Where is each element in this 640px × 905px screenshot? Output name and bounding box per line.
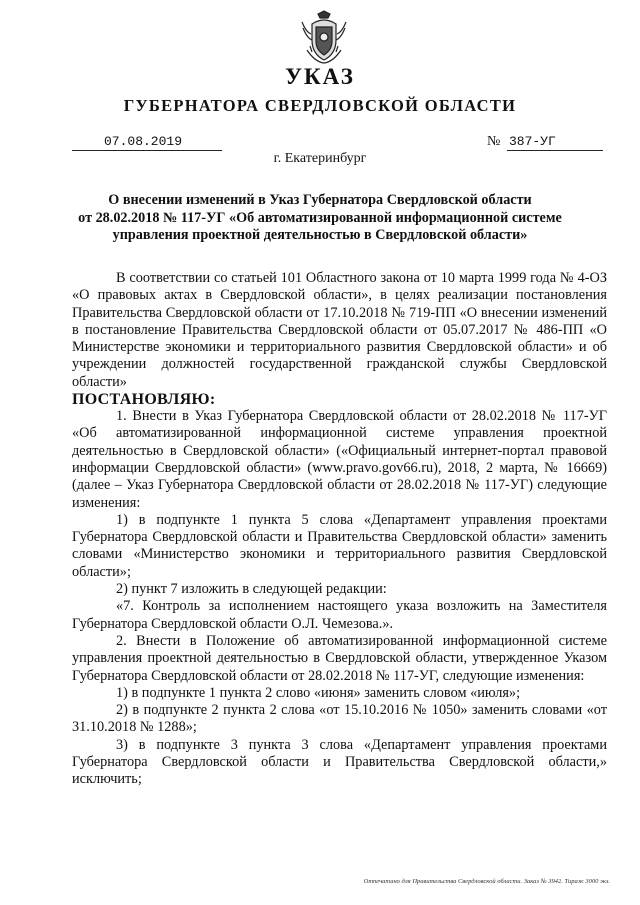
- preamble-paragraph: В соответствии со статьей 101 Областного закона от 10 марта 1999 года № 4-ОЗ «О правовых актах в Свердловской области», в целях реализации постановления Правительства Свердловской области от 17.10.2018 № 719-ПП «О внесении изменений в постановление Правительства Свердловской области от 05.07.2017 № 486-ПП «О Министерстве экономики и территориального развития Свердловской области» и об учреждении должностей государственной гражданской службы Свердловской области»: [72, 270, 607, 390]
- paragraph-1-2: 2) пункт 7 изложить в следующей редакции:: [116, 581, 387, 598]
- heading-line: управления проектной деятельностью в Свердловской области»: [112, 227, 528, 243]
- print-note: Отпечатано для Правительства Свердловской области. Заказ № 3942. Тираж 3000 экз.: [363, 878, 610, 885]
- paragraph-2-2: 2) в подпункте 2 пункта 2 слова «от 15.10.2016 № 1050» заменить словами «от 31.10.2018 № 1288»;: [72, 702, 607, 736]
- document-date: 07.08.2019: [72, 134, 222, 151]
- heading-line: О внесении изменений в Указ Губернатора Свердловской области: [108, 192, 532, 208]
- document-subtitle: ГУБЕРНАТОРА СВЕРДЛОВСКОЙ ОБЛАСТИ: [123, 96, 517, 115]
- coat-of-arms-icon: [299, 10, 349, 66]
- heading-line: от 28.02.2018 № 117-УГ «Об автоматизированной информационной системе: [78, 209, 562, 226]
- paragraph-2-1: 1) в подпункте 1 пункта 2 слово «июня» заменить словом «июля»;: [116, 684, 521, 701]
- paragraph-1: 1. Внести в Указ Губернатора Свердловской области от 28.02.2018 № 117-УГ «Об автоматизированной информационной системе управления проектной деятельностью в Свердловской области» («Официальный интернет-портал правовой информации Свердловской области» (www.pravo.gov66.ru), 2018, 2 марта, № 16669) (далее – Указ Губернатора Свердловской области от 28.02.2018 № 117-УГ) следующие изменения:: [72, 408, 607, 511]
- document-body: [72, 270, 607, 789]
- document-city: г. Екатеринбург: [273, 151, 367, 166]
- paragraph-2-3: 3) в подпункте 3 пункта 3 слова «Департамент управления проектами Губернатора Свердловской области и Правительства Свердловской области,» исключить;: [72, 736, 607, 788]
- document-number: 387-УГ: [507, 134, 603, 151]
- decree-word: ПОСТАНОВЛЯЮ:: [72, 391, 216, 409]
- paragraph-1-2-text: «7. Контроль за исполнением настоящего указа возложить на Заместителя Губернатора Свердловской области О.Л. Чемезова.».: [72, 598, 607, 632]
- document-title: УКАЗ: [285, 64, 355, 89]
- paragraph-1-1: 1) в подпункте 1 пункта 5 слова «Департамент управления проектами Губернатора Свердловской области и Правительства Свердловской области» заменить словами «Министерство экономики и территориального развития Свердловской области»;: [72, 511, 607, 580]
- paragraph-2: 2. Внести в Положение об автоматизированной информационной системе управления проектной деятельностью в Свердловской области, утвержденное Указом Губернатора Свердловской области от 28.02.2018 № 117-УГ, следующие изменения:: [72, 632, 607, 684]
- document-heading: [60, 192, 580, 245]
- number-label: №: [487, 134, 501, 149]
